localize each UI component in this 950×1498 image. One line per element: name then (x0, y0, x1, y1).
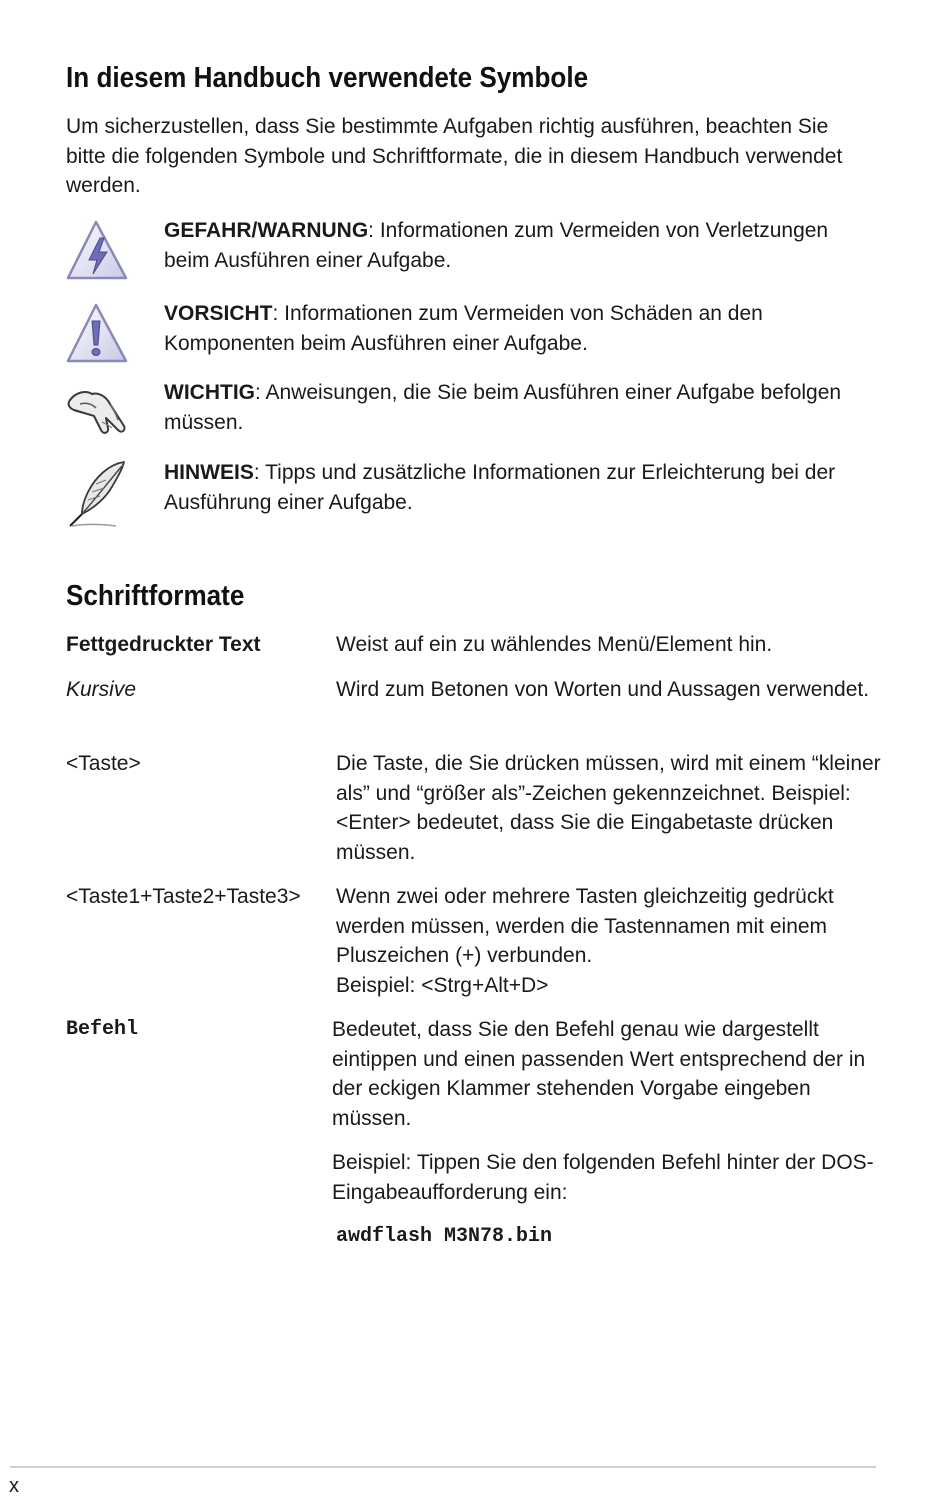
font-term-key-combo: <Taste1+Taste2+Taste3> (66, 885, 301, 908)
symbol-label-caution: VORSICHT (164, 302, 273, 325)
font-desc-key-line: Die Taste, die Sie drücken müssen, wird mit einem “kleiner als” und “größer als”-Zeichen gekennzeichnet. Beispiel: <Enter> bedeutet, dass Sie die Eingabetaste drücken müssen. (336, 752, 881, 864)
font-term-key: <Taste> (66, 752, 141, 775)
font-desc-command-example: Beispiel: Tippen Sie den folgenden Befehl hinter der DOS-Eingabeaufforderung ein: (332, 1151, 874, 1204)
symbol-desc-danger: : Informationen zum Vermeiden von Verletzungen beim Ausführen einer Aufgabe. (164, 219, 829, 272)
font-desc-key-combo-line: Wenn zwei oder mehrere Tasten gleichzeitig gedrückt werden müssen, werden die Tastennamen mit einem Pluszeichen (+) verbunden. (336, 885, 834, 967)
symbol-text-caution (164, 299, 864, 358)
font-desc-bold-line: Weist auf ein zu wählendes Menü/Element hin. (336, 633, 773, 656)
font-desc-command-line: Bedeutet, dass Sie den Befehl genau wie dargestellt eintippen und einen passenden Wert entsprechend der in der eckigen Klammer stehenden Vorgabe eingeben müssen. (332, 1018, 866, 1130)
font-desc-italic-line: Wird zum Betonen von Worten und Aussagen verwendet. (336, 678, 870, 701)
font-desc-bold (336, 630, 896, 660)
symbol-desc-important: : Anweisungen, die Sie beim Ausführen einer Aufgabe befolgen müssen. (164, 381, 842, 434)
symbol-text-note (164, 458, 864, 517)
symbols-intro-paragraph: Um sicherzustellen, dass Sie bestimmte Aufgaben richtig ausführen, beachten Sie bitte die folgenden Symbole und Schriftformate, die in diesem Handbuch verwendet werden. (66, 115, 843, 197)
font-desc-key-combo (336, 882, 896, 1000)
footer-divider (10, 1466, 876, 1468)
symbol-text-important (164, 378, 864, 437)
symbol-desc-caution: : Informationen zum Vermeiden von Schäden an den Komponenten beim Ausführen einer Aufgabe. (164, 302, 763, 355)
font-desc-italic (336, 675, 896, 705)
font-desc-command-code: awdflash M3N78.bin (336, 1225, 553, 1248)
font-desc-key-combo-example: Beispiel: <Strg+Alt+D> (336, 973, 549, 997)
symbol-label-important: WICHTIG (164, 381, 255, 404)
caution-exclamation-triangle-icon (66, 299, 130, 363)
font-desc-key (336, 749, 896, 867)
symbol-desc-note: : Tipps und zusätzliche Informationen zur Erleichterung bei der Ausführung einer Aufgabe. (164, 461, 836, 514)
font-term-command: Befehl (66, 1018, 139, 1041)
symbols-section-title: In diesem Handbuch verwendete Symbole (66, 62, 589, 94)
font-desc-command (332, 1015, 892, 1252)
font-term-bold: Fettgedruckter Text (66, 633, 261, 656)
danger-lightning-triangle-icon (66, 216, 130, 280)
fonts-section-title: Schriftformate (66, 580, 245, 612)
symbol-text-danger (164, 216, 864, 275)
note-quill-icon (66, 458, 130, 530)
page-number: x (9, 1475, 19, 1497)
font-term-italic: Kursive (66, 678, 137, 701)
symbol-label-danger: GEFAHR/WARNUNG (164, 219, 369, 242)
symbol-label-note: HINWEIS (164, 461, 254, 484)
important-hand-icon (66, 378, 130, 442)
